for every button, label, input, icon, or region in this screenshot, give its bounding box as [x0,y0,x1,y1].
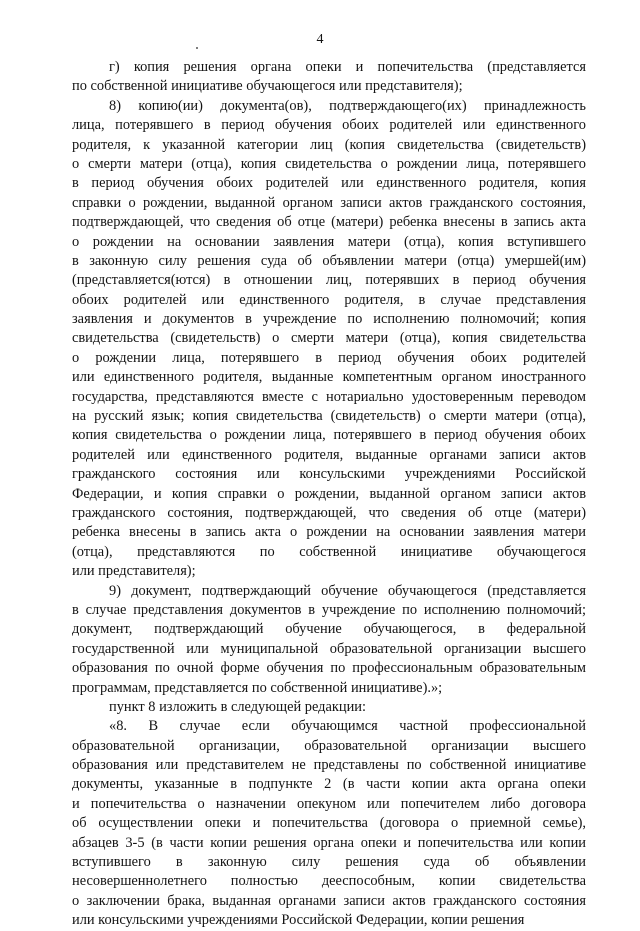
text-line: или представителя); [72,563,196,580]
text-line: родителя, к указанной категории лиц (копия свидетельства (свидетельств) [72,136,586,153]
text-line: Федерации, и копия справки о рождении, выданной органом записи актов [72,485,586,502]
text-line: (представляется(ются) в отношении лиц, потерявших в период обучения [72,272,586,289]
text-line: (отца), представляются по собственной инициативе обучающегося [72,543,586,560]
text-line: в случае представления документов в учреждение по исполнению полномочий; [72,601,586,618]
text-line: г) копия решения органа опеки и попечительства (представляется [109,59,586,75]
text-line: или консульскими учреждениями Российской Федерации, копии решения [72,912,525,929]
text-line: об осуществлении опеки и попечительства (договора о приемной семье), [72,815,586,832]
text-line: образования по очной форме обучения по профессиональным образовательным [72,660,586,677]
scan-speck [196,47,198,49]
text-line: «8. В случае если обучающимся частной профессиональной [109,718,586,735]
text-line: абзацев 3-5 (в части копии решения органа опеки и попечительства или копии [72,834,586,851]
text-line: образовательной организации, образовательной организации высшего [72,737,586,754]
text-line: или единственного родителя, выданные компетентным органом иностранного [72,369,586,386]
text-line: справки о рождении, выданной органом записи актов гражданского состояния, [72,194,586,211]
text-line: гражданского состояния, подтверждающей, что сведения об отце (матери) [72,504,586,521]
text-line: копия свидетельства о рождении лица, потерявшего в период обучения обоих [72,427,586,444]
text-line: государственной или муниципальной образовательной организации высшего [72,640,586,657]
text-line: государства, представляются вместе с нотариально удостоверенным переводом [72,388,586,405]
text-line: в период обучения обоих родителей или единственного родителя, копия [72,175,586,192]
text-line: родителей или единственного родителя, выданные органами записи актов [72,446,586,463]
paragraph-point-8-text [72,717,586,930]
text-line: вступившего в законную силу решения суда об объявлении [72,854,586,871]
page-number: 4 [316,32,324,47]
text-line: программам, представляется по собственной инициативе).»; [72,679,443,696]
text-line: заявления и документов в учреждение по исполнению полномочий; копия [72,311,586,328]
text-line: гражданского состояния или консульскими учреждениями Российской [72,466,586,483]
text-line: образования или представителем не представлены по собственной инициативе [72,757,586,774]
text-line: лица, потерявшего в период обучения обоих родителей или единственного [72,117,586,134]
text-line: ребенка внесены в запись акта о рождении на основании заявления матери [72,524,586,541]
paragraph-subitem-g [72,58,586,97]
text-line: по собственной инициативе обучающегося или представителя); [72,78,463,95]
document-body [72,58,586,931]
text-line: документ, подтверждающий обучение обучающегося, в федеральной [72,621,586,638]
text-line: пункт 8 изложить в следующей редакции: [109,698,366,715]
text-line: свидетельства (свидетельств) о смерти матери (отца), копия свидетельства [72,330,586,347]
text-line: о рождении на основании заявления матери (отца), копия вступившего [72,233,586,250]
text-line: несовершеннолетнего полностью дееспособным, копии свидетельства [72,873,586,890]
text-line: на русский язык; копия свидетельства (свидетельств) о смерти матери (отца), [72,408,586,425]
text-line: о рождении лица, потерявшего в период обучения обоих родителей [72,349,586,366]
text-line: 9) документ, подтверждающий обучение обучающегося (представляется [109,582,586,599]
text-line: и попечительства о назначении опекуном или попечителем либо договора [72,795,586,812]
text-line: о заключении брака, выданная органами записи актов гражданского состояния [72,892,586,909]
text-line: обоих родителей или единственного родителя, в случае представления [72,291,586,308]
text-line: 8) копию(ии) документа(ов), подтверждающего(их) принадлежность [109,97,586,114]
text-line: подтверждающей, что сведения об отце (матери) ребенка внесены в запись акта [72,214,586,231]
paragraph-subitem-9 [72,582,586,698]
text-line: в законную силу решения суда об объявлении матери (отца) умершей(им) [72,252,586,269]
paragraph-subitem-8 [72,97,586,582]
text-line: документы, указанные в подпункте 2 (в части копии акта органа опеки [72,776,586,793]
text-line: о смерти матери (отца), копия свидетельства о рождении лица, потерявшего [72,155,586,172]
paragraph-point-8-intro [72,698,586,717]
